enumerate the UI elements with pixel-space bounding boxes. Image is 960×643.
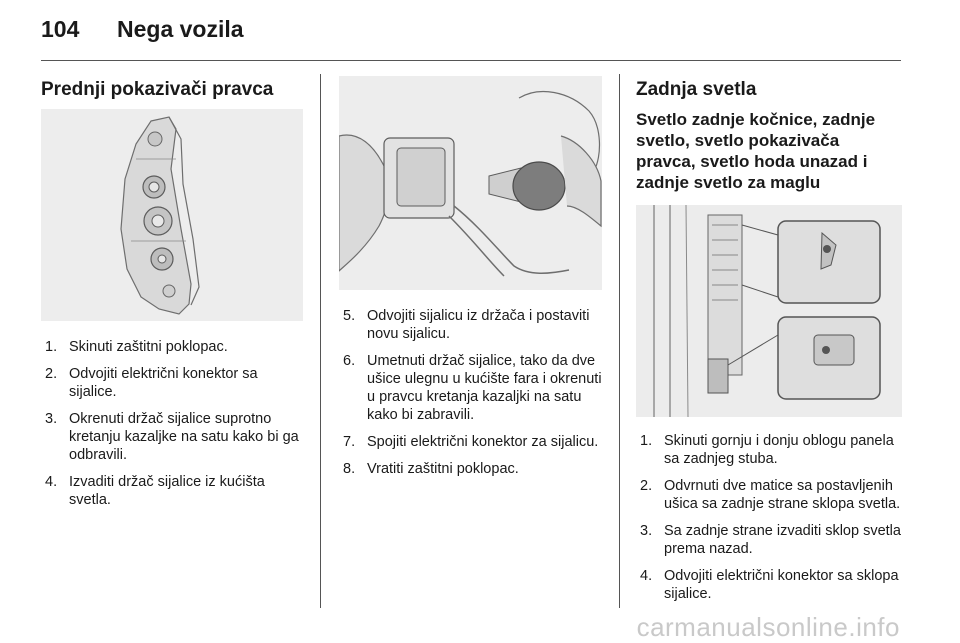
watermark: carmanualsonline.info xyxy=(636,612,900,642)
section-title-front-indicators: Prednji pokazivači pravca xyxy=(41,79,274,100)
front-lamp-illustration xyxy=(41,109,303,321)
rear-pillar-drawing xyxy=(636,205,902,417)
left-column xyxy=(41,74,303,518)
rear-lamp-illustration xyxy=(636,205,902,417)
list-item: 2. Odvrnuti dve matice sa postavljenih ušica sa zadnje strane sklopa svetla. xyxy=(640,478,901,512)
page-number: 104 xyxy=(41,16,80,42)
list-item: 3. Okrenuti držač sijalice suprotno kretanju kazaljke na satu kako bi ga odbravili. xyxy=(45,411,299,463)
middle-column xyxy=(339,76,602,487)
column-divider-1 xyxy=(320,74,321,608)
subsection-title-rear-lamps: Svetlo zadnje kočnice, zadnje svetlo, svetlo pokazivača pravca, svetlo hoda unazad i zadnje svetlo za maglu xyxy=(636,110,876,192)
list-item: 1. Skinuti gornju i donju oblogu panela sa zadnjeg stuba. xyxy=(640,433,894,467)
chapter-title: Nega vozila xyxy=(117,16,244,42)
list-item: 5. Odvojiti sijalicu iz držača i postaviti novu sijalicu. xyxy=(343,308,590,342)
list-item: 6. Umetnuti držač sijalice, tako da dve ušice ulegnu u kućište fara i okrenuti u pravcu kretanja kazaljki na satu kako bi zabravili. xyxy=(343,353,602,423)
bulb-holder-drawing xyxy=(339,76,602,290)
list-item: 1. Skinuti zaštitni poklopac. xyxy=(45,339,228,355)
column-divider-2 xyxy=(619,74,620,608)
bulb-replacement-steps xyxy=(339,307,602,478)
list-item: 4. Izvaditi držač sijalice iz kućišta svetla. xyxy=(45,474,265,508)
rear-lamp-steps xyxy=(636,432,902,603)
header-rule xyxy=(41,60,901,61)
list-item: 4. Odvojiti električni konektor sa sklopa sijalice. xyxy=(640,568,899,602)
front-indicator-steps xyxy=(41,338,303,509)
list-item: 7. Spojiti električni konektor za sijalicu. xyxy=(343,434,599,450)
headlamp-housing-drawing xyxy=(41,109,303,321)
section-title-rear-lights: Zadnja svetla xyxy=(636,79,757,100)
list-item: 3. Sa zadnje strane izvaditi sklop svetla prema nazad. xyxy=(640,523,901,557)
bulb-replacement-illustration xyxy=(339,76,602,290)
list-item: 8. Vratiti zaštitni poklopac. xyxy=(343,461,519,477)
list-item: 2. Odvojiti električni konektor sa sijalice. xyxy=(45,366,258,400)
right-column xyxy=(636,74,902,612)
